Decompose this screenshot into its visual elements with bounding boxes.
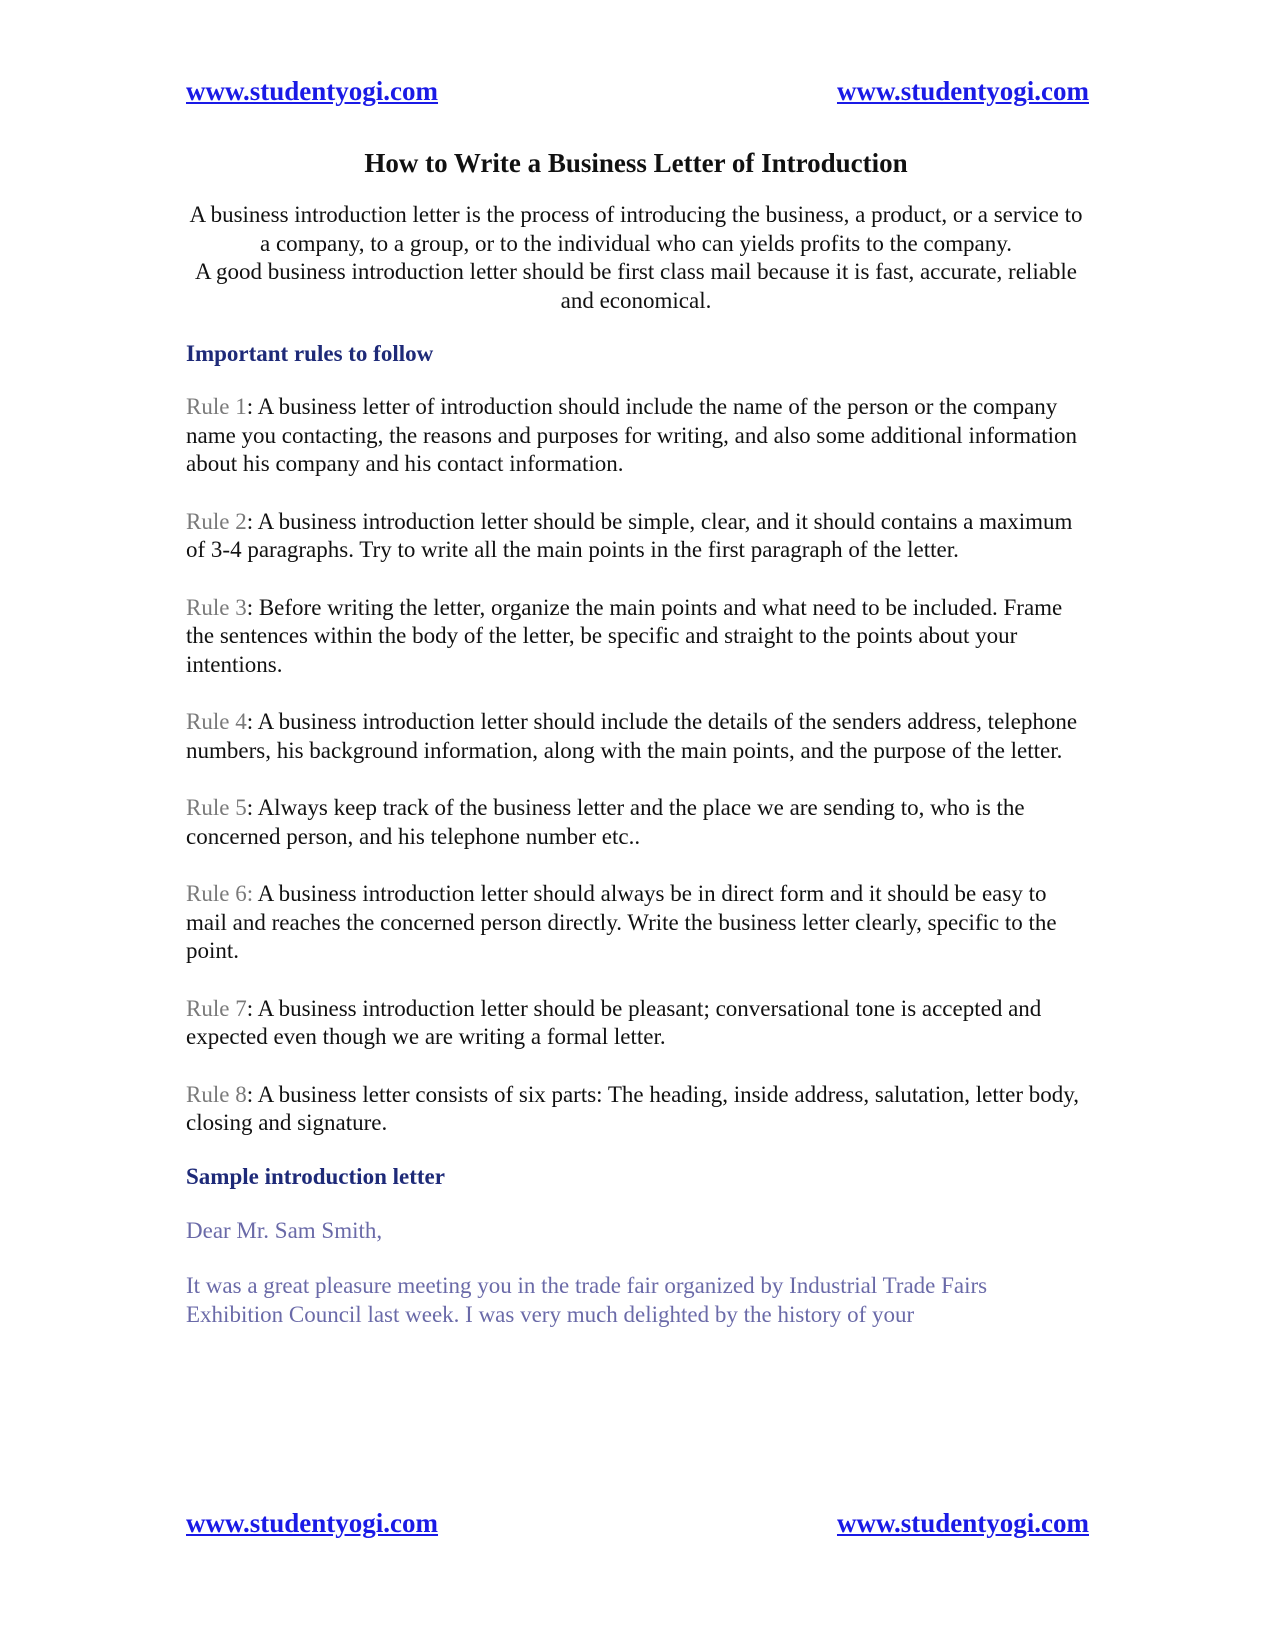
rule-sep: : — [246, 795, 254, 820]
rule-4 — [186, 708, 1086, 765]
intro-paragraph-1: A business introduction letter is the process of introducing the business, a product, or a service to a company, to a group, or to the individual who can yields profits to the company. — [189, 202, 1083, 256]
header-link-right[interactable]: www.studentyogi.com — [836, 76, 1089, 106]
rule-label: Rule 2 — [186, 508, 247, 534]
footer-link-right[interactable]: www.studentyogi.com — [836, 1508, 1089, 1538]
rule-2 — [186, 508, 1086, 565]
page-header — [186, 76, 1089, 107]
rule-label: Rule 5 — [186, 795, 247, 820]
header-link-left[interactable]: www.studentyogi.com — [186, 76, 439, 106]
rule-label: Rule 7 — [186, 995, 247, 1021]
rule-text: A business introduction letter should always be in direct form and it should be easy to mail and reaches the concerned person directly. Write the business letter clearly, specific to the point. — [186, 881, 1057, 963]
rule-text: A business letter consists of six parts: The heading, inside address, salutation, letter body, closing and signature. — [186, 1081, 1080, 1135]
rule-label: Rule 4 — [186, 709, 247, 734]
rule-label: Rule 6: — [186, 881, 254, 906]
rule-text: A business introduction letter should be pleasant; conversational tone is accepted and expected even though we are writing a formal letter. — [186, 995, 1042, 1049]
footer-link-left[interactable]: www.studentyogi.com — [186, 1508, 439, 1538]
rule-sep: : — [246, 995, 254, 1021]
rule-label: Rule 3 — [186, 594, 247, 620]
rule-3 — [186, 594, 1086, 680]
rule-text: Before writing the letter, organize the main points and what need to be included. Frame the sentences within the body of the letter, be specific and straight to the points about your intentions. — [186, 594, 1063, 677]
intro-paragraph-2: A good business introduction letter should be first class mail because it is fast, accurate, reliable and economical. — [194, 259, 1078, 313]
rule-sep: : — [246, 508, 254, 534]
sample-heading: Sample introduction letter — [186, 1163, 445, 1189]
page-title: How to Write a Business Letter of Introduction — [364, 148, 908, 178]
letter-body: It was a great pleasure meeting you in the trade fair organized by Industrial Trade Fairs Exhibition Council last week. I was very much delighted by the history of your — [186, 1273, 988, 1327]
rule-5 — [186, 794, 1086, 851]
rule-7 — [186, 995, 1086, 1052]
document-body — [186, 148, 1086, 1329]
rule-text: Always keep track of the business letter and the place we are sending to, who is the concerned person, and his telephone number etc.. — [186, 795, 1025, 849]
rule-sep: : — [246, 1081, 254, 1107]
rule-label: Rule 1 — [186, 394, 247, 419]
rule-text: A business introduction letter should be simple, clear, and it should contains a maximum of 3-4 paragraphs. Try to write all the main points in the first paragraph of the letter. — [186, 508, 1073, 562]
rule-1 — [186, 393, 1086, 479]
rule-sep: : — [246, 709, 254, 734]
rules-heading: Important rules to follow — [186, 341, 434, 366]
rule-label: Rule 8 — [186, 1081, 247, 1107]
rule-8 — [186, 1081, 1086, 1138]
letter-salutation: Dear Mr. Sam Smith, — [186, 1217, 383, 1243]
page-footer — [186, 1508, 1089, 1539]
rule-sep: : — [246, 394, 254, 419]
rule-text: A business introduction letter should include the details of the senders address, telephone numbers, his background information, along with the main points, and the purpose of the letter. — [186, 709, 1078, 763]
rule-6 — [186, 880, 1086, 966]
rule-text: A business letter of introduction should include the name of the person or the company name you contacting, the reasons and purposes for writing, and also some additional information about his company and his contact information. — [186, 394, 1078, 476]
rule-sep: : — [246, 594, 254, 620]
